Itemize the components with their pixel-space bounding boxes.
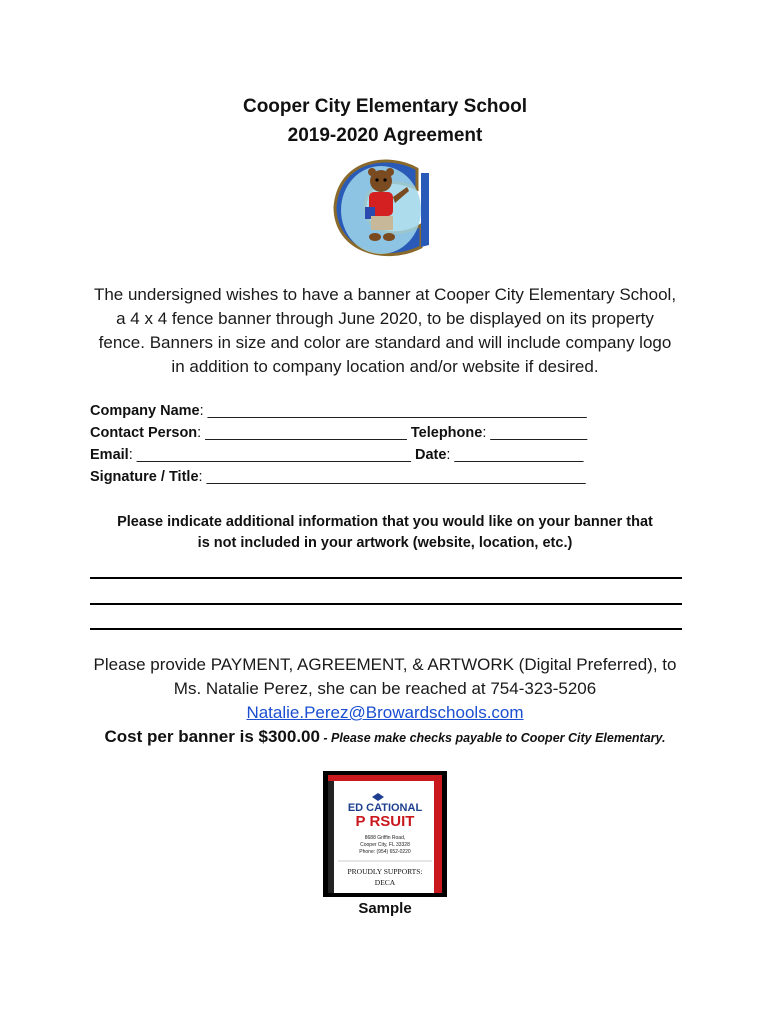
agreement-title: 2019-2020 Agreement (287, 125, 483, 146)
additional-info-line-3[interactable] (90, 628, 682, 630)
intro-line: a 4 x 4 fence banner through June 2020, to be displayed on its property (116, 309, 654, 328)
additional-info-line-2[interactable] (90, 603, 682, 605)
contact-email-link[interactable]: Natalie.Perez@Browardschools.com (246, 703, 524, 722)
sample-logo-line-1: ED CATIONAL (347, 802, 423, 814)
bear-c-logo (329, 155, 433, 261)
contact-person-field[interactable] (90, 425, 587, 441)
telephone-blank[interactable]: : ____________ (482, 425, 588, 441)
sample-supports-1: PROUDLY SUPPORTS: (347, 867, 423, 876)
note-line: is not included in your artwork (website, location, etc.) (197, 535, 573, 551)
date-label: Date (414, 447, 447, 463)
sample-banner-art (328, 775, 442, 893)
intro-line: in addition to company location and/or website if desired. (171, 357, 599, 376)
date-blank[interactable]: : ________________ (446, 447, 584, 463)
company-name-field[interactable] (90, 403, 587, 419)
email-blank[interactable]: : __________________________________ (128, 447, 415, 463)
sample-banner-image (323, 771, 447, 897)
payment-line: Please provide PAYMENT, AGREEMENT, & ARTWORK (Digital Preferred), to (93, 655, 677, 674)
signature-blank[interactable]: : _______________________________________________ (198, 469, 586, 485)
cost-line (0, 727, 770, 747)
intro-line: The undersigned wishes to have a banner at Cooper City Elementary School, (93, 285, 677, 304)
cost-note: - Please make checks payable to Cooper City Elementary. (319, 731, 666, 745)
payment-line: Ms. Natalie Perez, she can be reached at 754-323-5206 (173, 679, 597, 698)
sample-supports-2: DECA (374, 878, 396, 887)
company-name-label: Company Name (90, 403, 200, 419)
company-name-blank[interactable]: : _______________________________________________ (199, 403, 587, 419)
sample-phone: Phone: (954) 652-0220 (359, 849, 411, 855)
contact-person-blank[interactable]: : _________________________ (197, 425, 411, 441)
email-label: Email (90, 447, 129, 463)
additional-info-line-1[interactable] (90, 577, 682, 579)
payment-instructions (60, 653, 710, 725)
sample-label: Sample (358, 900, 412, 917)
sample-address-1: 8688 Griffin Road, (364, 835, 406, 841)
cost-amount: Cost per banner is $300.00 (104, 727, 320, 746)
sample-logo-line-2: P RSUIT (355, 813, 415, 830)
telephone-label: Telephone (410, 425, 483, 441)
school-title: Cooper City Elementary School (242, 96, 527, 117)
additional-info-note (80, 512, 690, 554)
signature-field[interactable] (90, 469, 586, 485)
intro-paragraph (80, 283, 690, 379)
signature-label: Signature / Title (90, 469, 199, 485)
contact-person-label: Contact Person (90, 425, 198, 441)
email-field[interactable] (90, 447, 584, 463)
sample-address-2: Cooper City, FL 33328 (360, 842, 410, 848)
note-line: Please indicate additional information that you would like on your banner that (117, 514, 653, 530)
intro-line: fence. Banners in size and color are standard and will include company logo (98, 333, 672, 352)
